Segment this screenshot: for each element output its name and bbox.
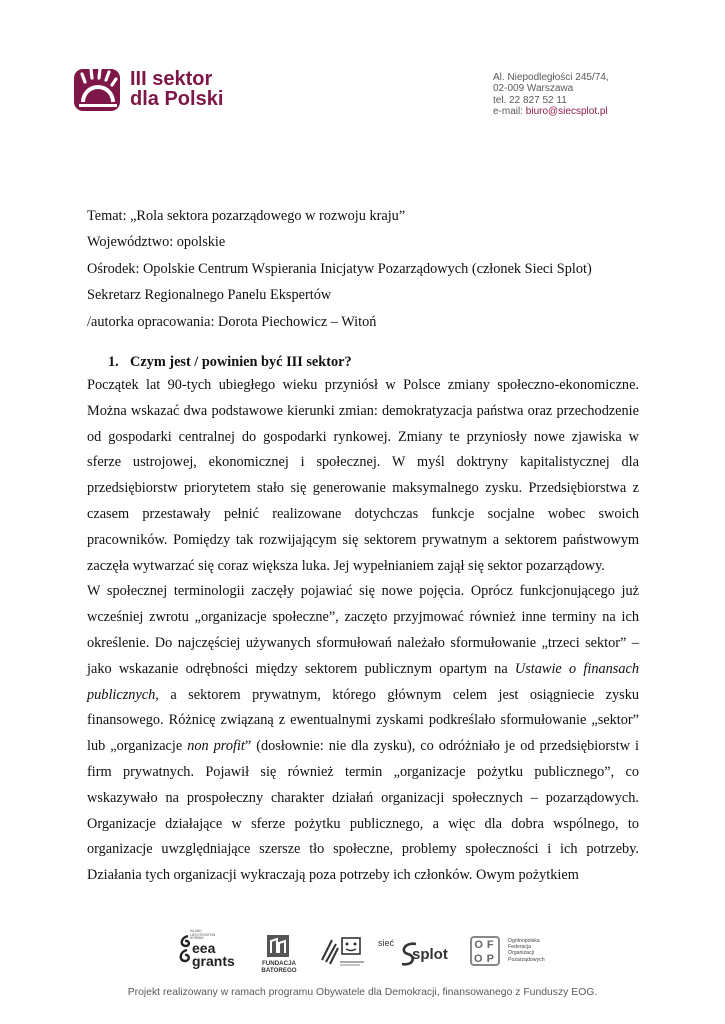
batory-emblem-icon	[266, 934, 290, 958]
eea-swirl-icon	[178, 934, 192, 966]
section-number: 1.	[108, 354, 119, 370]
eea-word: eea	[192, 940, 216, 956]
p2-part-a: W społecznej terminologii zaczęły pojawiać się nowe pojęcia. Oprócz funkcjonującego już wcześniej zwrotu „organizacje społeczne”, zaczęto przyjmować również inne terminy na ich określenie. Do najczęściej używanych sformułowań należało sformułowanie „trzeci sektor” – jako wskazanie odrębności między sektorem publicznym opartym na	[87, 583, 639, 677]
siec-word: sieć	[378, 938, 395, 948]
paragraph-1: Początek lat 90-tych ubiegłego wieku przyniósł w Polsce zmiany społeczno-ekonomiczne. Można wskazać dwa podstawowe kierunki zmian: demokratyzacja państwa oraz przechodzenie od gospodarki centralnej do gospodarki rynkowej. Zmiany te przyniosły nowe zjawiska w sferze ustrojowej, ekonomicznej i społecznej. W myśl doktryny kapitalistycznej dla przedsiębiorstw priorytetem stało się generowanie maksymalnego zysku. Przedsiębiorstwa z czasem przestawały pełnić realizowane dotychczas funkcje socjalne wobec swoich pracowników. Pomiędzy tak rozwijającym się sektorem prywatnym a sektorem państwowym zaczęła wytwarzać się coraz większa luka. Jej wypełnianiem zajął się sektor pozarządowy.	[87, 377, 639, 574]
ofop-logo	[470, 930, 560, 978]
email-link[interactable]: biuro@siecsplot.pl	[525, 106, 608, 118]
eea-text	[192, 942, 235, 968]
people-hands-icon	[320, 930, 366, 970]
batorego-word: BATOREGO	[261, 967, 297, 974]
center-line: Ośrodek: Opolskie Centrum Wspierania Inicjatyw Pozarządowych (członek Sieci Splot)	[87, 260, 592, 277]
voivodeship-line: Województwo: opolskie	[87, 234, 226, 251]
document-meta	[87, 203, 592, 335]
address-email	[493, 106, 609, 117]
eea-countries: ISLAND LIECHTENSTEIN NORWAY	[190, 929, 216, 941]
splot-word: splot	[412, 946, 448, 963]
p2-part-c: ” (dosłownie: nie dla zysku), co odróżniało je od przedsiębiorstw i firm prywatnych. Pojawił się również termin „organizacje pożytku publicznego”, co wskazywało na prospołeczny charakter działań organizacji społecznych – pozarządowych. Organizacje działające w sferze pożytku publicznego, a więc dla dobra wspólnego, to organizacje uwzględniające szersze tło społeczne, problemy społeczności i ich potrzeby. Działania tych organizacji wykraczają poza potrzeby ich członków. Owym pożytkiem	[87, 738, 639, 884]
p2-italic-act: Ustawie o finansach publicznych	[87, 660, 639, 703]
section-title: Czym jest / powinien być III sektor?	[130, 354, 352, 370]
democracy-program-logo	[320, 930, 366, 978]
ofop-letters: OFOP	[470, 936, 500, 966]
secretary-line: Sekretarz Regionalnego Panelu Ekspertów	[87, 287, 332, 304]
brand-logo	[73, 64, 223, 114]
fundacja-batorego-logo	[256, 930, 302, 978]
address-block	[493, 72, 609, 118]
address-street: Al. Niepodległości 245/74,	[493, 72, 609, 83]
batory-text	[256, 960, 302, 974]
siec-splot-logo	[378, 930, 446, 978]
logo-line-2: dla Polski	[130, 88, 224, 110]
eea-grants-logo	[178, 930, 240, 978]
p2-part-b: , a sektorem prywatnym, którego głównym celem jest osiągniecie zysku finansowego. Różnicę związaną z ewentualnymi zyskami podkreślało sformułowanie „sektor” lub „organizacje	[87, 686, 639, 755]
p2-italic-nonprofit: non profit	[187, 738, 245, 755]
logo-line-1: III sektor	[130, 68, 213, 90]
author-line: /autorka opracowania: Dorota Piechowicz – Witoń	[87, 313, 377, 330]
fundacja-word: FUNDACJA	[261, 960, 297, 967]
body-text	[87, 373, 639, 889]
email-label: e-mail:	[493, 106, 526, 118]
section-heading	[108, 354, 352, 371]
address-phone: tel. 22 827 52 11	[493, 94, 567, 106]
sponsor-logos	[170, 930, 560, 978]
grants-word: grants	[192, 953, 235, 969]
address-city: 02-009 Warszawa	[493, 83, 574, 95]
paragraph-2	[87, 579, 639, 889]
ofop-description: Ogólnopolska Federacja Organizacji Pozarządowych	[508, 938, 545, 963]
topic-line: Temat: „Rola sektora pozarządowego w rozwoju kraju”	[87, 208, 406, 224]
footer-note: Projekt realizowany w ramach programu Obywatele dla Demokracji, finansowanego z Funduszy EOG.	[127, 987, 598, 998]
sunrise-logo-icon	[73, 64, 123, 114]
